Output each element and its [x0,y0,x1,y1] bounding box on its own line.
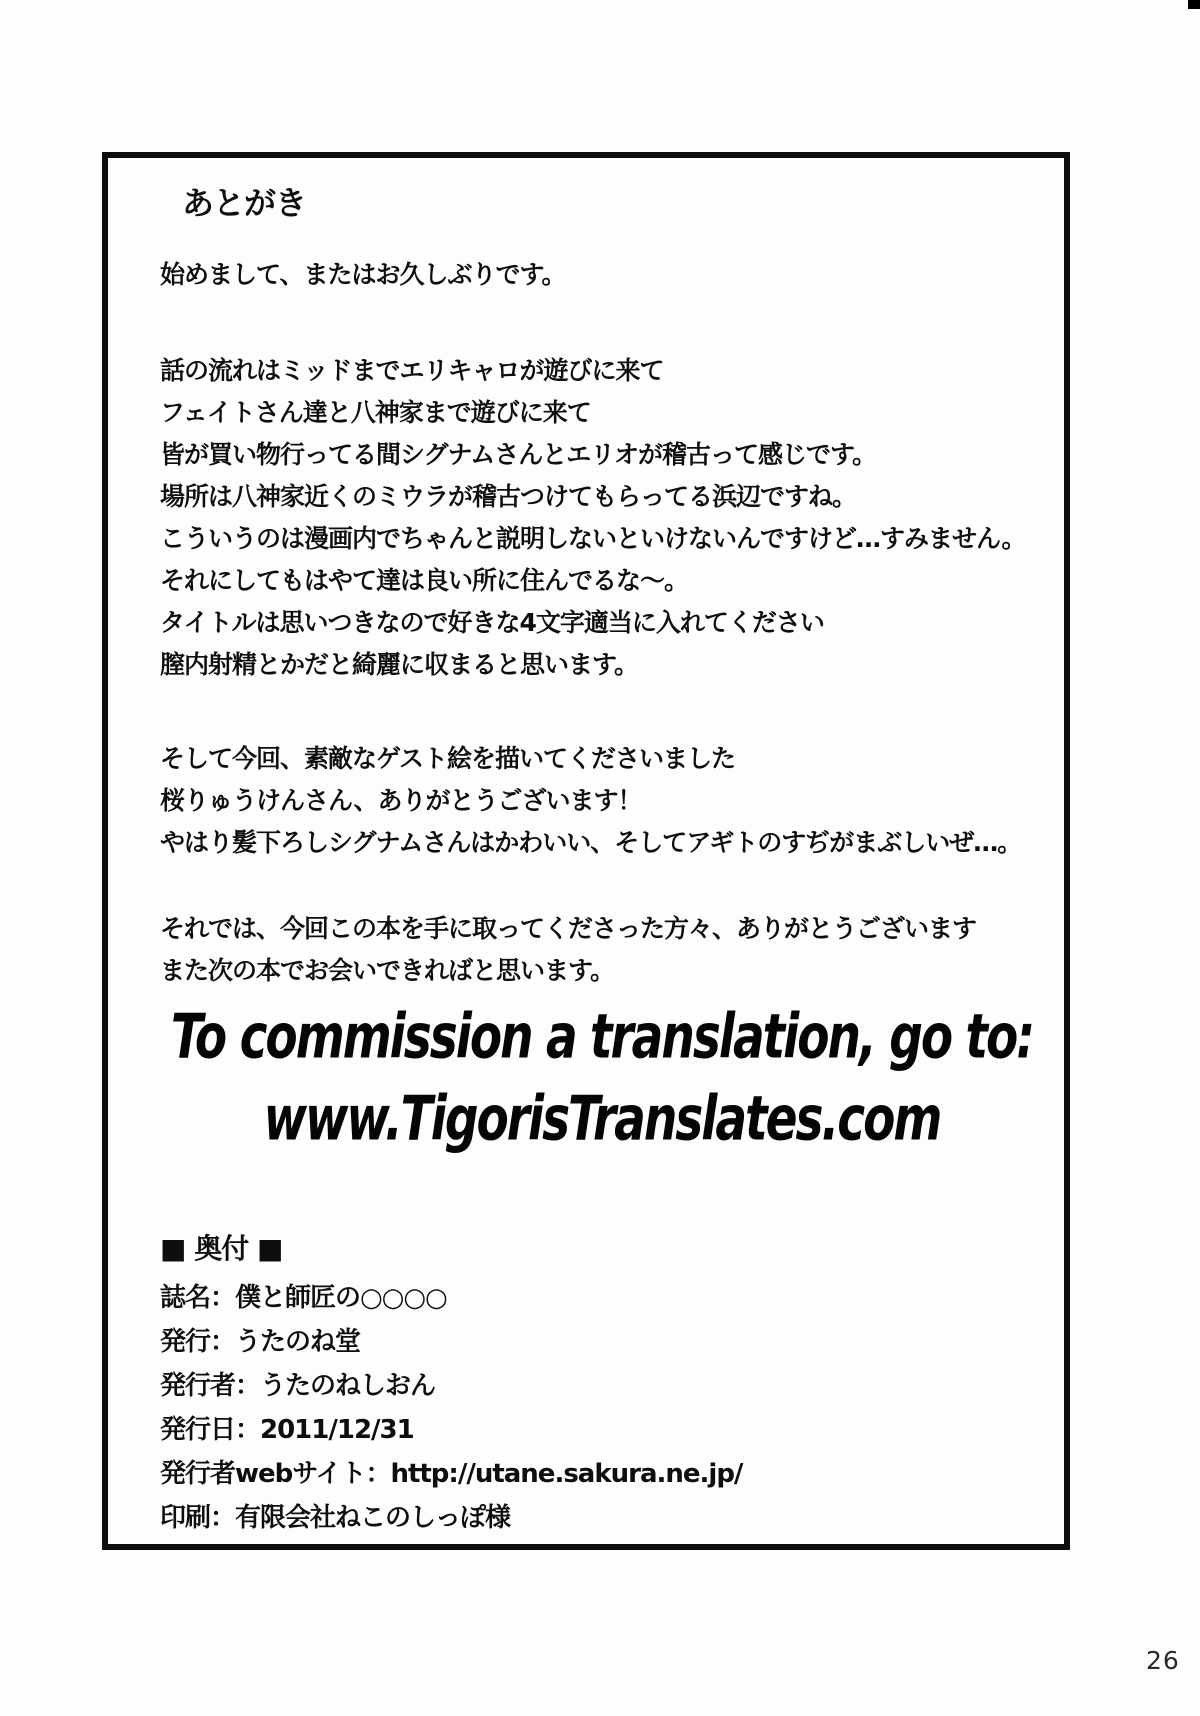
commission-notice-line1: To commission a translation, go to: [170,1001,1034,1074]
story-line: それにしてもはやて達は良い所に住んでるな～。 [160,566,689,595]
story-line: タイトルは思いつきなので好きな4文字適当に入れてください [160,608,824,637]
guest-line: 桜りゅうけんさん、ありがとうございます！ [160,786,642,815]
story-line: 場所は八神家近くのミウラが稽古つけてもらってる浜辺ですね。 [160,482,857,511]
story-paragraph [160,350,1044,686]
colophon-row-printer: 印刷：有限会社ねこのしっぽ様 [160,1503,511,1533]
guest-line: そして今回、素敵なゲスト絵を描いてくださいました [160,744,736,773]
colophon [160,1276,1044,1540]
story-line: 膣内射精とかだと綺麗に収まると思います。 [160,650,639,679]
closing-paragraph [160,908,1044,992]
story-line: 皆が買い物行ってる間シグナムさんとエリオが稽古って感じです。 [160,440,877,469]
closing-line: それでは、今回この本を手に取ってくださった方々、ありがとうございます [160,914,977,943]
page-number: 26 [1146,1646,1180,1675]
story-line: こういうのは漫画内でちゃんと説明しないといけないんですけど…すみません。 [160,524,1026,553]
colophon-row-title: 誌名：僕と師匠の○○○○ [160,1283,447,1313]
guest-line: やはり髪下ろしシグナムさんはかわいい、そしてアギトのすぢがまぶしいぜ…。 [160,828,1022,857]
story-line: 話の流れはミッドまでエリキャロが遊びに来て [160,356,664,385]
colophon-row-website: 発行者webサイト：http://utane.sakura.ne.jp/ [160,1459,743,1489]
closing-line: また次の本でお会いできればと思います。 [160,956,615,985]
commission-notice-url: www.TigorisTranslates.com [263,1083,941,1156]
greeting-line: 始めまして、またはお久しぶりです。 [160,260,566,289]
story-line: フェイトさん達と八神家まで遊びに来て [160,398,591,427]
colophon-row-publisher: 発行：うたのね堂 [160,1327,361,1357]
colophon-row-date: 発行日：2011/12/31 [160,1415,414,1445]
guest-art-paragraph [160,738,1044,864]
page-content [108,158,1064,1544]
commission-notice [160,992,1044,1156]
colophon-header: ■ 奥付 ■ [160,1232,283,1265]
afterword-title: あとがき [182,184,307,222]
colophon-row-author: 発行者：うたのねしおん [160,1371,436,1401]
page-border-frame [102,152,1070,1550]
scan-artifact-mark [1188,0,1200,9]
